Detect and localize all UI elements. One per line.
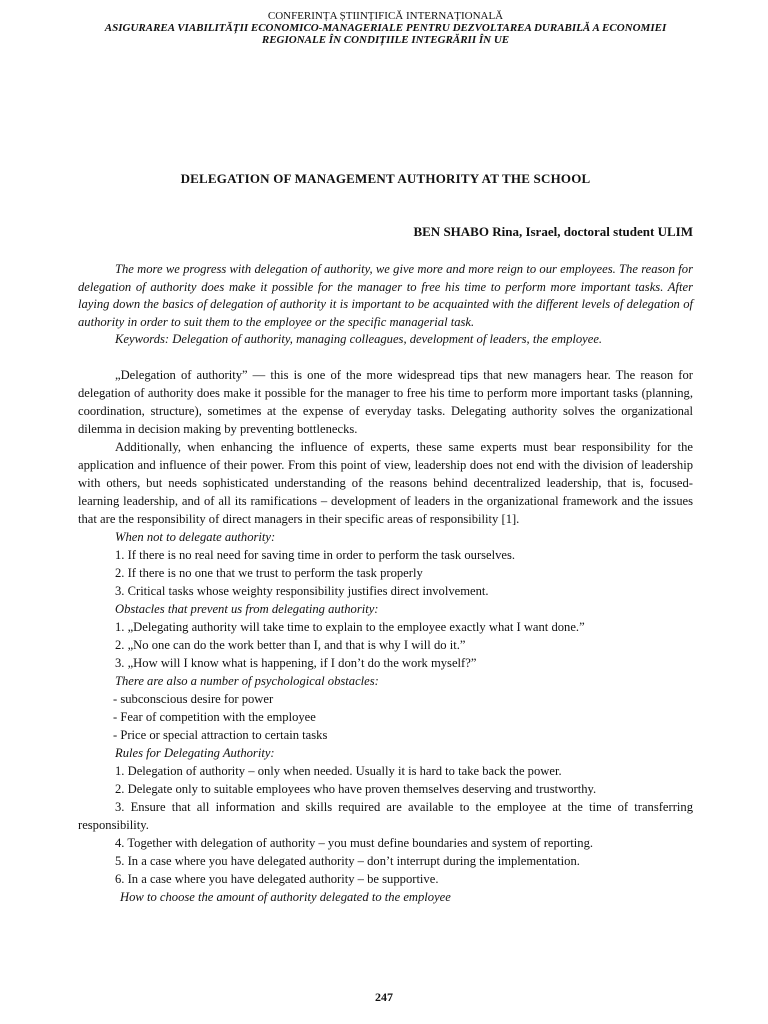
- list-item: 2. Delegate only to suitable employees who have proven themselves deserving and trustworthy.: [115, 781, 597, 796]
- conference-theme-line-1: ASIGURAREA VIABILITĂȚII ECONOMICO-MANAGERIALE PENTRU DEZVOLTAREA DURABILĂ A ECONOMIEI: [104, 22, 667, 34]
- paragraph: Additionally, when enhancing the influence of experts, these same experts must bear responsibility for the application and influence of their power. From this point of view, leadership does not end with the division of leadership with others, but needs sophisticated understanding of the reasons behind decentralized leadership, that is, focused-learning leadership, and of all its ramifications – development of leaders in the organizational framework and the issues that are the responsibility of direct managers in their specific areas of responsibility [1].: [78, 439, 693, 526]
- list-item: 2. If there is no one that we trust to perform the task properly: [115, 565, 423, 580]
- abstract: The more we progress with delegation of authority, we give more and more reign to our employees. The reason for delegation of authority does make it possible for the manager to free his time to perform more important tasks. After laying down the basics of delegation of authority it is important to be acquainted with the different levels of delegation of authority in order to suit them to the employee or the specific managerial task.: [78, 262, 693, 329]
- page-number: 247: [375, 990, 393, 1004]
- list-item: 3. Critical tasks whose weighty responsibility justifies direct involvement.: [115, 583, 489, 598]
- paragraph: „Delegation of authority” — this is one of the more widespread tips that new managers hear. The reason for delegation of authority does make it possible for the manager to free his time to perform more important tasks (planning, coordination, structure), sometimes at the expense of everyday tasks. Delegating authority solves the organizational dilemma in decision making by preventing bottlenecks.: [78, 367, 693, 436]
- list-item: 2. „No one can do the work better than I, and that is why I will do it.”: [115, 637, 466, 652]
- section-heading: Rules for Delegating Authority:: [115, 745, 275, 760]
- section-heading: Obstacles that prevent us from delegating authority:: [115, 601, 379, 616]
- keywords: Keywords: Delegation of authority, managing colleagues, development of leaders, the employee.: [115, 332, 603, 346]
- list-item: 1. Delegation of authority – only when needed. Usually it is hard to take back the power.: [115, 763, 562, 778]
- article-title: DELEGATION OF MANAGEMENT AUTHORITY AT THE SCHOOL: [180, 171, 591, 186]
- list-item: 1. „Delegating authority will take time to explain to the employee exactly what I want done.”: [115, 619, 585, 634]
- list-item: 4. Together with delegation of authority – you must define boundaries and system of reporting.: [115, 835, 594, 850]
- conference-name: CONFERINȚA ȘTIINȚIFICĂ INTERNAȚIONALĂ: [267, 10, 504, 22]
- document-page: [78, 0, 693, 906]
- conference-theme-line-2: REGIONALE ÎN CONDIȚIILE INTEGRĂRII ÎN UE: [261, 34, 510, 46]
- list-item: 3. „How will I know what is happening, if I don’t do the work myself?”: [115, 655, 477, 670]
- list-item: 6. In a case where you have delegated authority – be supportive.: [115, 871, 439, 886]
- list-item: - Fear of competition with the employee: [113, 709, 316, 724]
- section-heading: How to choose the amount of authority delegated to the employee: [120, 889, 451, 904]
- section-heading: When not to delegate authority:: [115, 529, 276, 544]
- article-body: [78, 366, 693, 906]
- list-item: - Price or special attraction to certain tasks: [113, 727, 328, 742]
- list-item: 5. In a case where you have delegated authority – don’t interrupt during the implementation.: [115, 853, 580, 868]
- list-item: 1. If there is no real need for saving time in order to perform the task ourselves.: [115, 547, 516, 562]
- section-heading: There are also a number of psychological obstacles:: [115, 673, 379, 688]
- list-item: 3. Ensure that all information and skills required are available to the employee at the time of transferring responsibility.: [78, 799, 693, 832]
- conference-header: [78, 10, 693, 46]
- list-item: - subconscious desire for power: [113, 691, 274, 706]
- article-author: BEN SHABO Rina, Israel, doctoral student ULIM: [413, 224, 693, 239]
